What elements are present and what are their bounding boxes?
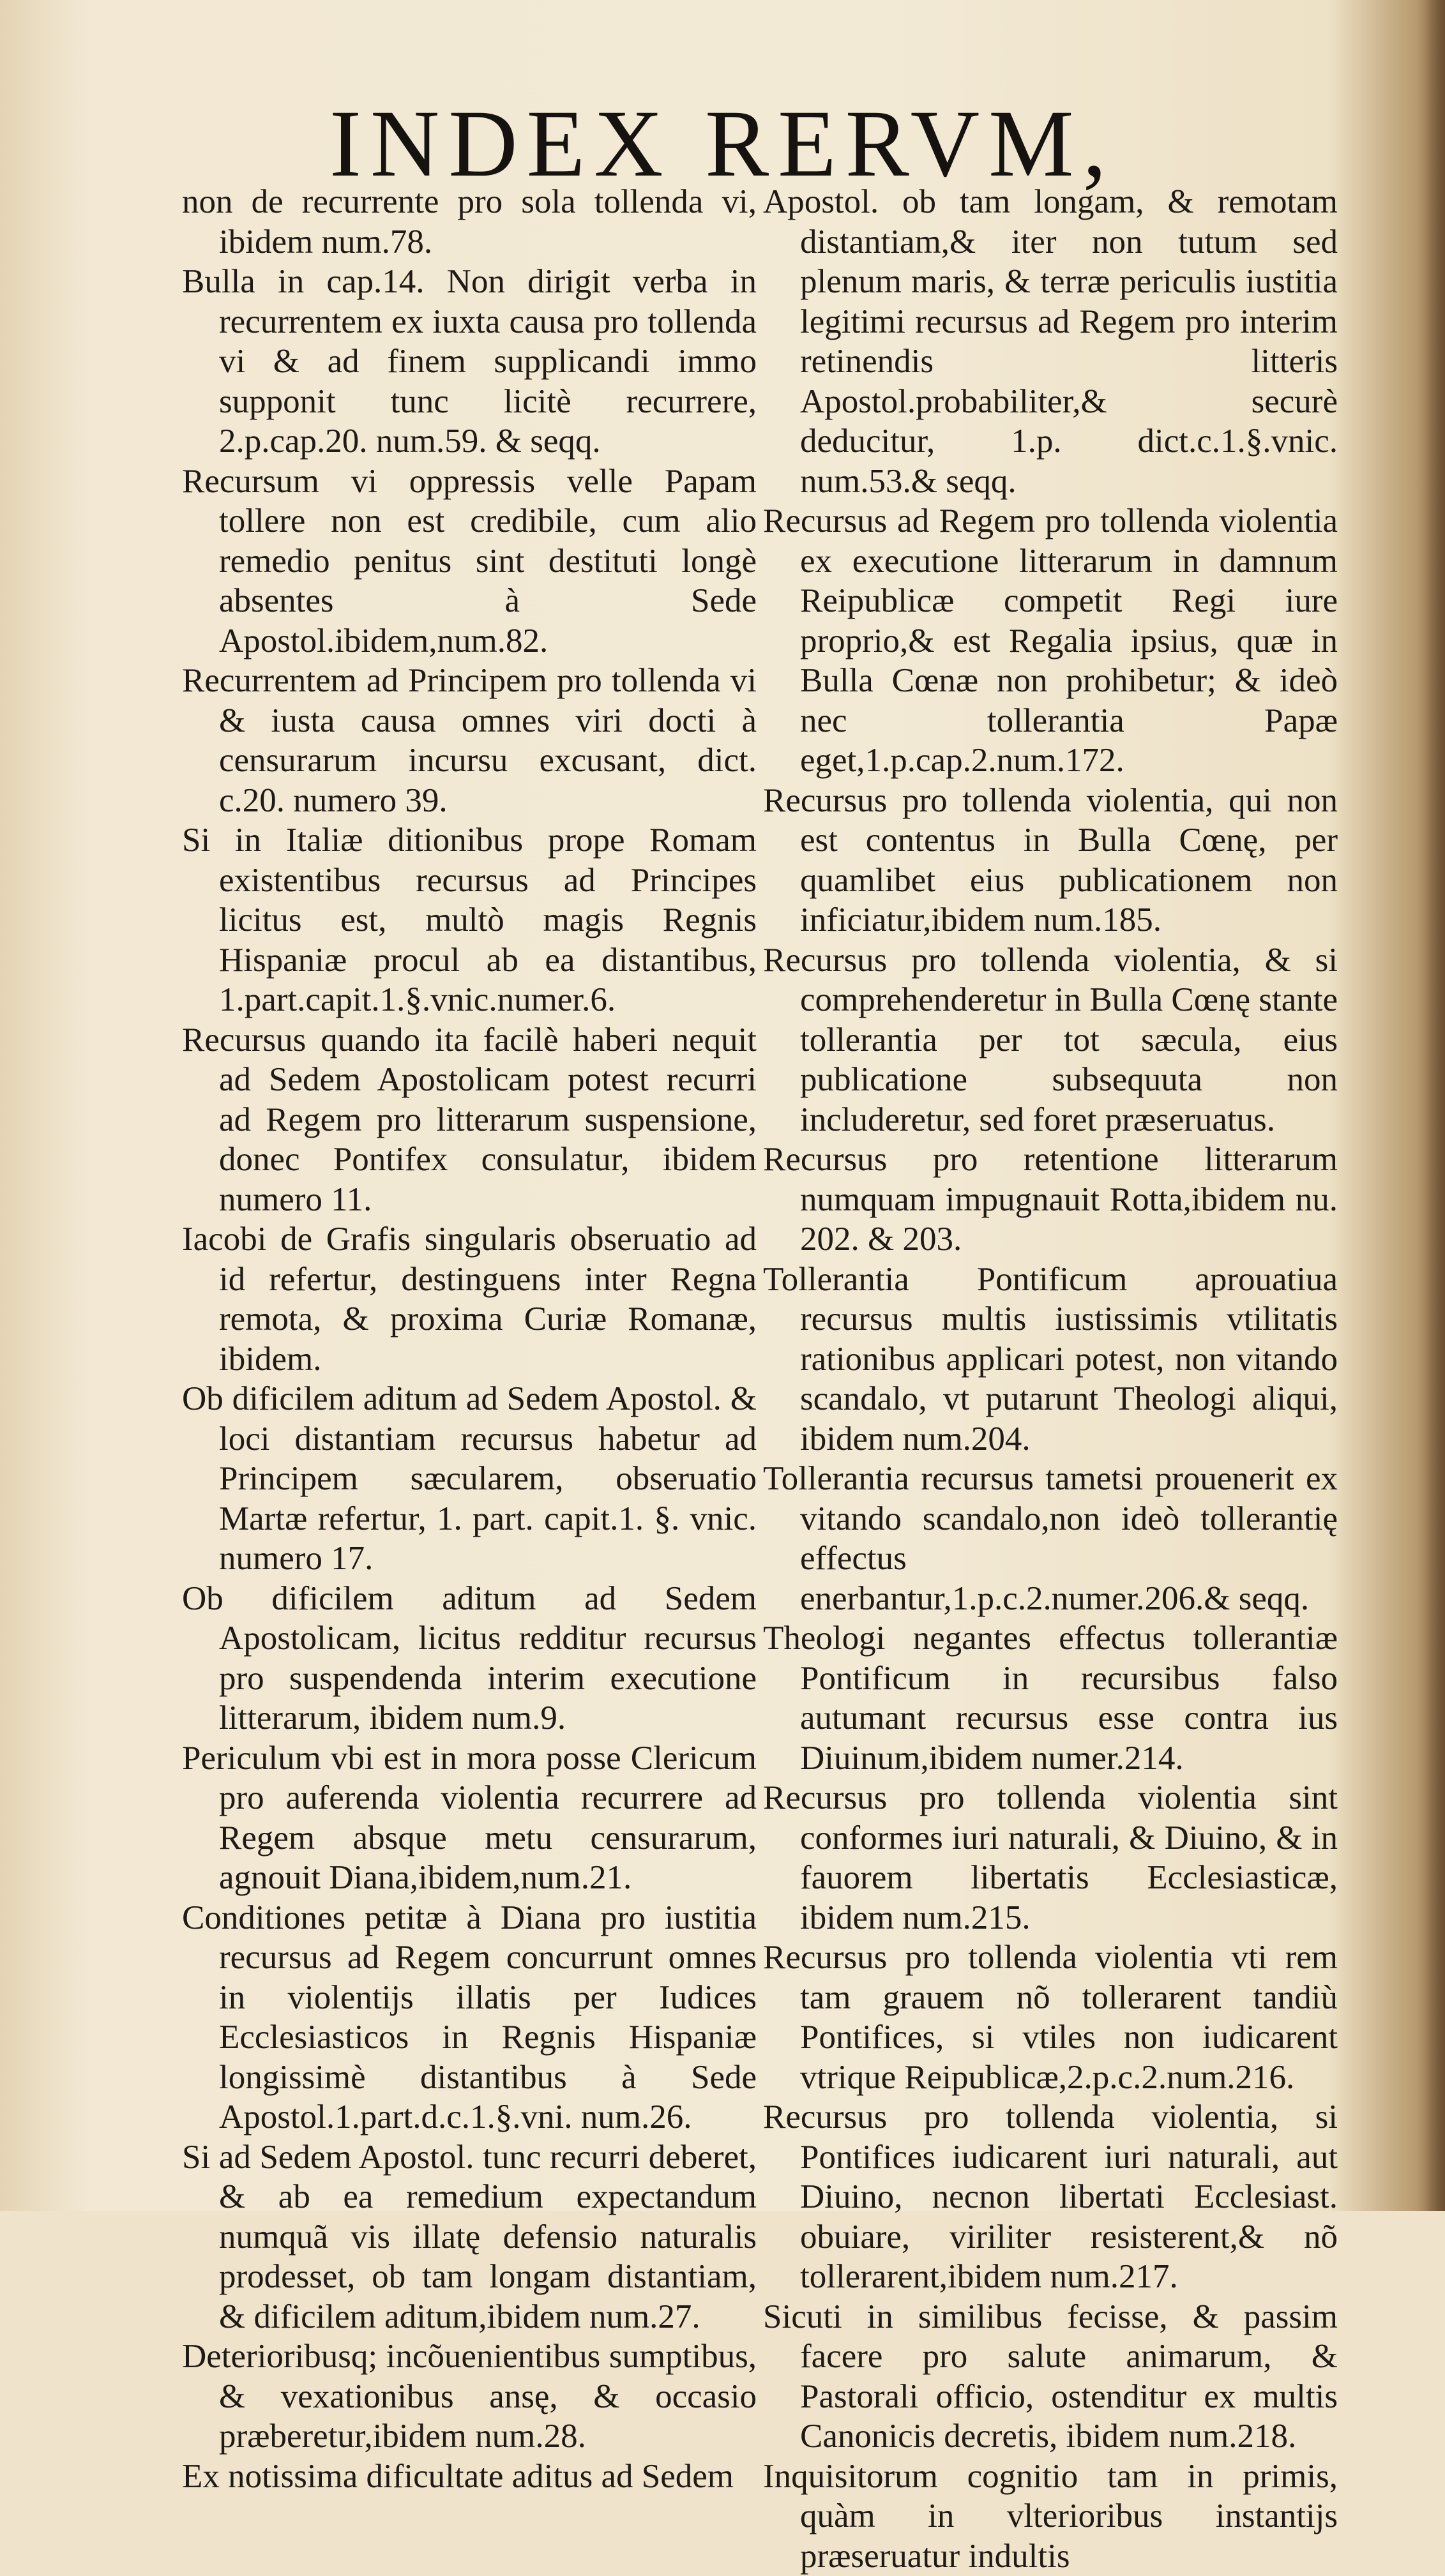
index-entry: Ex notissima dificultate aditus ad Sedem <box>182 2457 757 2497</box>
index-entry: Iacobi de Grafis singularis obseruatio ad id refertur, destinguens inter Regna remota, & proxima Curiæ Romanæ, ibidem. <box>182 1219 757 1379</box>
index-entry: Recursus pro tollenda violentia, & si comprehenderetur in Bulla Cœnę stante tollerantia per tot sæcula, eius publicatione subsequuta non includeretur, sed foret præseruatus. <box>763 940 1338 1140</box>
index-entry: Recursus pro retentione litterarum numquam impugnauit Rotta,ibidem nu. 202. & 203. <box>763 1140 1338 1260</box>
index-entry: Si ad Sedem Apostol. tunc recurri deberet, & ab ea remedium expectandum numquã vis illatę defensio naturalis prodesset, ob tam longam distantiam, & dificilem aditum,ibidem num.27. <box>182 2137 757 2337</box>
index-entry: Periculum vbi est in mora posse Clericum pro auferenda violentia recurrere ad Regem absque metu censurarum, agnouit Diana,ibidem,num.21. <box>182 1738 757 1898</box>
index-entry: Recursus ad Regem pro tollenda violentia ex executione litterarum in damnum Reipublicæ competit Regi iure proprio,& est Regalia ipsius, quæ in Bulla Cœnæ non prohibetur; & ideò nec tollerantia Papæ eget,1.p.cap.2.num.172. <box>763 501 1338 781</box>
index-entry: Sicuti in similibus fecisse, & passim facere pro salute animarum, & Pastorali officio, ostenditur ex multis Canonicis decretis, ibidem num.218. <box>763 2297 1338 2457</box>
index-entry: Recursum vi oppressis velle Papam tollere non est credibile, cum alio remedio penitus sint destituti longè absentes à Sede Apostol.ibidem,num.82. <box>182 462 757 661</box>
index-entry: Bulla in cap.14. Non dirigit verba in recurrentem ex iuxta causa pro tollenda vi & ad finem supplicandi immo supponit tunc licitè recurrere, 2.p.cap.20. num.59. & seqq. <box>182 262 757 462</box>
index-entry: Apostol. ob tam longam, & remotam distantiam,& iter non tutum sed plenum maris, & terræ periculis iustitia legitimi recursus ad Regem pro interim retinendis litteris Apostol.probabiliter,& securè deducitur, 1.p. dict.c.1.§.vnic. num.53.& seqq. <box>763 182 1338 501</box>
index-entry: Theologi negantes effectus tollerantiæ Pontificum in recursibus falso autumant recursus esse contra ius Diuinum,ibidem numer.214. <box>763 1618 1338 1778</box>
index-entry: Tollerantia recursus tametsi prouenerit ex vitando scandalo,non ideò tollerantię effectus enerbantur,1.p.c.2.numer.206.& seqq. <box>763 1459 1338 1618</box>
index-entry: non de recurrente pro sola tollenda vi, ibidem num.78. <box>182 182 757 262</box>
index-entry: Recurrentem ad Principem pro tollenda vi & iusta causa omnes viri docti à censurarum incursu excusant, dict. c.20. numero 39. <box>182 661 757 820</box>
page-title: INDEX RERVM, <box>0 96 1445 192</box>
index-entry: Recursus quando ita facilè haberi nequit ad Sedem Apostolicam potest recurri ad Regem pro litterarum suspensione, donec Pontifex consulatur, ibidem numero 11. <box>182 1020 757 1220</box>
index-entry: Ob dificilem aditum ad Sedem Apostol. & loci distantiam recursus habetur ad Principem sæcularem, obseruatio Martæ refertur, 1. part. capit.1. §. vnic. numero 17. <box>182 1379 757 1579</box>
index-entry: Ob dificilem aditum ad Sedem Apostolicam, licitus redditur recursus pro suspendenda interim executione litterarum, ibidem num.9. <box>182 1579 757 1738</box>
left-column <box>182 182 757 2496</box>
index-entry: Si in Italiæ ditionibus prope Romam existentibus recursus ad Principes licitus est, multò magis Regnis Hispaniæ procul ab ea distantibus, 1.part.capit.1.§.vnic.numer.6. <box>182 820 757 1020</box>
index-entry: Recursus pro tollenda violentia, si Pontifices iudicarent iuri naturali, aut Diuino, necnon libertati Ecclesiast. obuiare, viriliter resisterent,& nõ tollerarent,ibidem num.217. <box>763 2097 1338 2297</box>
index-entry: Recursus pro tollenda violentia, qui non est contentus in Bulla Cœnę, per quamlibet eius publicationem non inficiatur,ibidem num.185. <box>763 781 1338 940</box>
page-edge-shadow <box>1423 0 1445 2211</box>
index-entry: Recursus pro tollenda violentia sint conformes iuri naturali, & Diuino, & in fauorem libertatis Ecclesiasticæ, ibidem num.215. <box>763 1778 1338 1938</box>
right-column <box>763 182 1338 2576</box>
index-entry: Tollerantia Pontificum aprouatiua recursus multis iustissimis vtilitatis rationibus applicari potest, non vitando scandalo, vt putarunt Theologi aliqui, ibidem num.204. <box>763 1260 1338 1459</box>
index-entry: Inquisitorum cognitio tam in primis, quàm in vlterioribus instantijs præseruatur indultis <box>763 2457 1338 2576</box>
index-entry: Deterioribusq; incõuenientibus sumptibus, & vexationibus ansę, & occasio præberetur,ibidem num.28. <box>182 2337 757 2457</box>
index-entry: Recursus pro tollenda violentia vti rem tam grauem nõ tollerarent tandiù Pontifices, si vtiles non iudicarent vtrique Reipublicæ,2.p.c.2.num.216. <box>763 1938 1338 2097</box>
index-entry: Conditiones petitæ à Diana pro iustitia recursus ad Regem concurrunt omnes in violentijs illatis per Iudices Ecclesiasticos in Regnis Hispaniæ longissimè distantibus à Sede Apostol.1.part.d.c.1.§.vni. num.26. <box>182 1898 757 2137</box>
